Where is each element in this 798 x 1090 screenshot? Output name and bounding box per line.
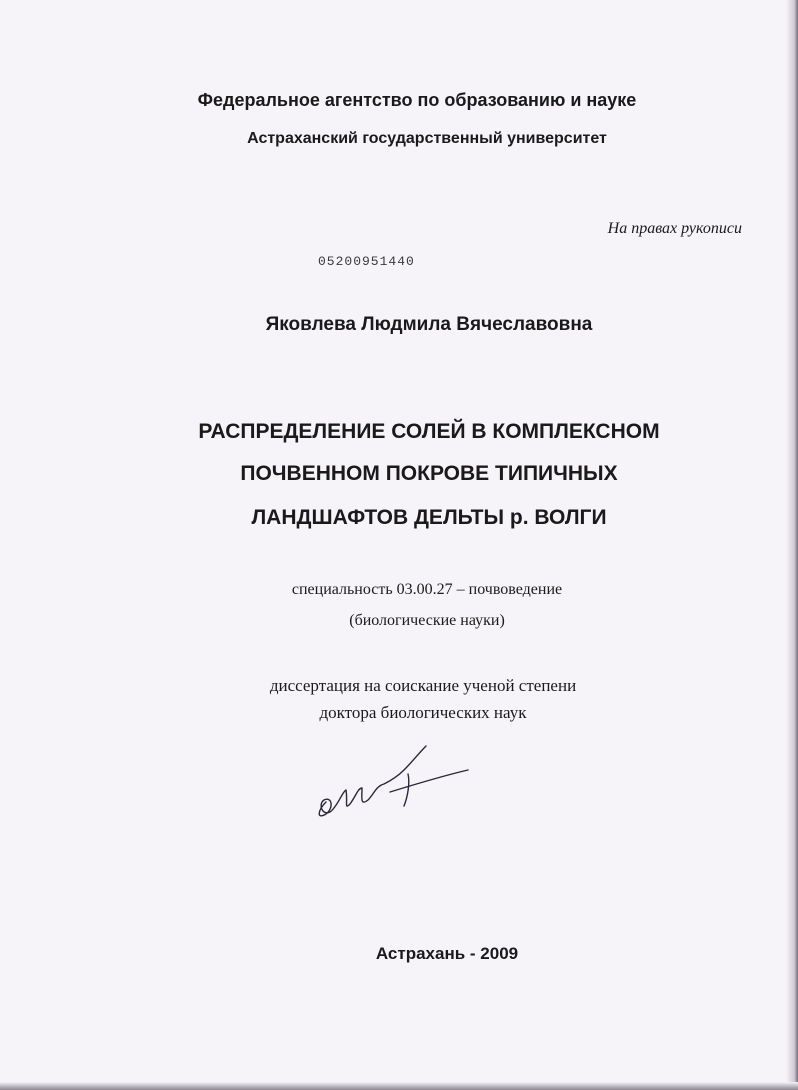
specialty-line: специальность 03.00.27 – почвоведение: [291, 581, 563, 598]
author-name: Яковлева Людмила Вячеславовна: [265, 314, 593, 335]
scan-edge-bottom: [0, 1082, 798, 1090]
thesis-title-line-3: ЛАНДШАФТОВ ДЕЛЬТЫ р. ВОЛГИ: [251, 506, 607, 529]
signature-icon: [312, 740, 477, 825]
university-heading: Астраханский государственный университет: [247, 130, 607, 147]
science-field: (биологические науки): [349, 612, 505, 629]
thesis-title-line-1: РАСПРЕДЕЛЕНИЕ СОЛЕЙ В КОМПЛЕКСНОМ: [198, 420, 660, 443]
manuscript-note: На правах рукописи: [607, 220, 742, 237]
thesis-title-line-2: ПОЧВЕННОМ ПОКРОВЕ ТИПИЧНЫХ: [240, 462, 618, 485]
registration-code: 05200951440: [318, 254, 415, 269]
city-year: Астрахань - 2009: [375, 944, 519, 963]
degree-line: доктора биологических наук: [319, 703, 527, 722]
agency-heading: Федеральное агентство по образованию и науке: [197, 90, 637, 110]
dissertation-line: диссертация на соискание ученой степени: [269, 676, 577, 695]
scan-edge-right: [786, 0, 798, 1090]
